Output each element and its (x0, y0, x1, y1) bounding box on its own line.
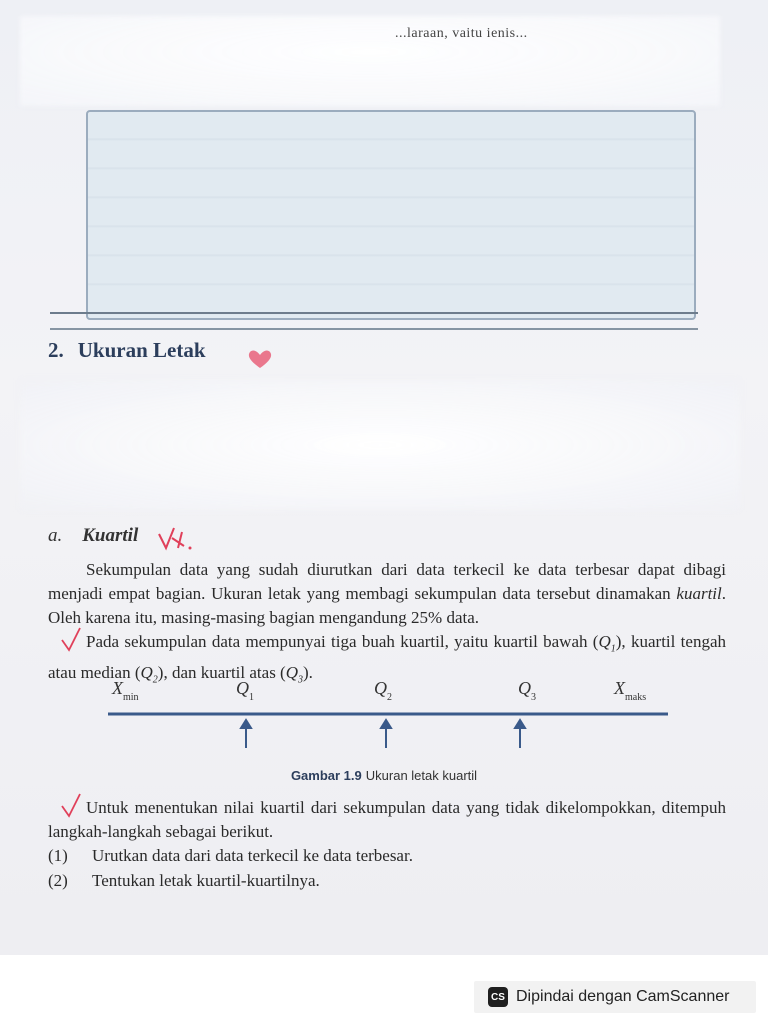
heart-icon (246, 348, 274, 370)
label-q3: $Q_3$ (518, 680, 536, 703)
subsection-heading (48, 525, 138, 547)
label-xmaks: $X_{maks}$ (614, 680, 647, 703)
watermark-text: Dipindai dengan CamScanner (516, 988, 730, 1005)
section-heading (48, 338, 206, 363)
figure-caption (0, 768, 768, 783)
arrowhead-q1 (241, 720, 251, 728)
quartile-figure (108, 680, 674, 760)
step-item (48, 846, 413, 866)
figure-caption-label: Gambar 1.9 (290, 768, 362, 783)
step-text: Tentukan letak kuartil-kuartilnya. (92, 871, 320, 890)
paragraph-three-quartiles: Pada sekumpulan data mempunyai tiga buah kuartil, yaitu kuartil bawah $(Q_1)$, kuartil tengah atau median $(Q_2)$, dan kuartil atas $(Q_3)$. (48, 632, 726, 686)
top-text-fragment: ...laraan, vaitu ienis... (395, 26, 528, 41)
subsection-letter: a. (48, 525, 63, 546)
label-q2: $Q_2$ (374, 680, 392, 703)
section-number: 2. (48, 338, 64, 362)
camscanner-logo-icon: CS (488, 987, 508, 1007)
obscured-table-box (86, 110, 696, 320)
step-number: (1) (48, 846, 68, 865)
q3-symbol: $Q_3$ (285, 663, 304, 686)
q1-symbol: $Q_1$ (598, 632, 616, 655)
camscanner-watermark (474, 981, 756, 1013)
subsection-title: Kuartil (82, 525, 139, 546)
step-item (48, 871, 320, 891)
divider-line (50, 312, 698, 314)
step-text: Urutkan data dari data terkecil ke data terbesar. (92, 846, 413, 865)
section-title: Ukuran Letak (77, 338, 206, 362)
label-xmin: $X_{min}$ (112, 680, 139, 703)
q2-symbol: $Q_2$ (140, 663, 158, 686)
divider-line (50, 328, 698, 330)
paragraph-steps-intro: Untuk menentukan nilai kuartil dari sekumpulan data yang tidak dikelompokkan, ditempuh langkah-langkah sebagai berikut. (48, 798, 726, 841)
figure-caption-text: Ukuran letak kuartil (365, 768, 478, 783)
paragraph-kuartil-definition: Sekumpulan data yang sudah diurutkan dari data terkecil ke data terbesar dapat dibagi menjadi empat bagian. Ukuran letak yang membagi sekumpulan data tersebut dinamakan kuartil. Oleh karena itu, masing-masing bagian mengandung 25% data. (48, 560, 726, 627)
obscured-top-region (20, 16, 720, 106)
arrowhead-q2 (381, 720, 391, 728)
obscured-middle-region (20, 380, 740, 510)
handwritten-check-icon (156, 524, 218, 552)
label-q1: $Q_1$ (236, 680, 254, 703)
step-number: (2) (48, 871, 68, 890)
arrowhead-q3 (515, 720, 525, 728)
